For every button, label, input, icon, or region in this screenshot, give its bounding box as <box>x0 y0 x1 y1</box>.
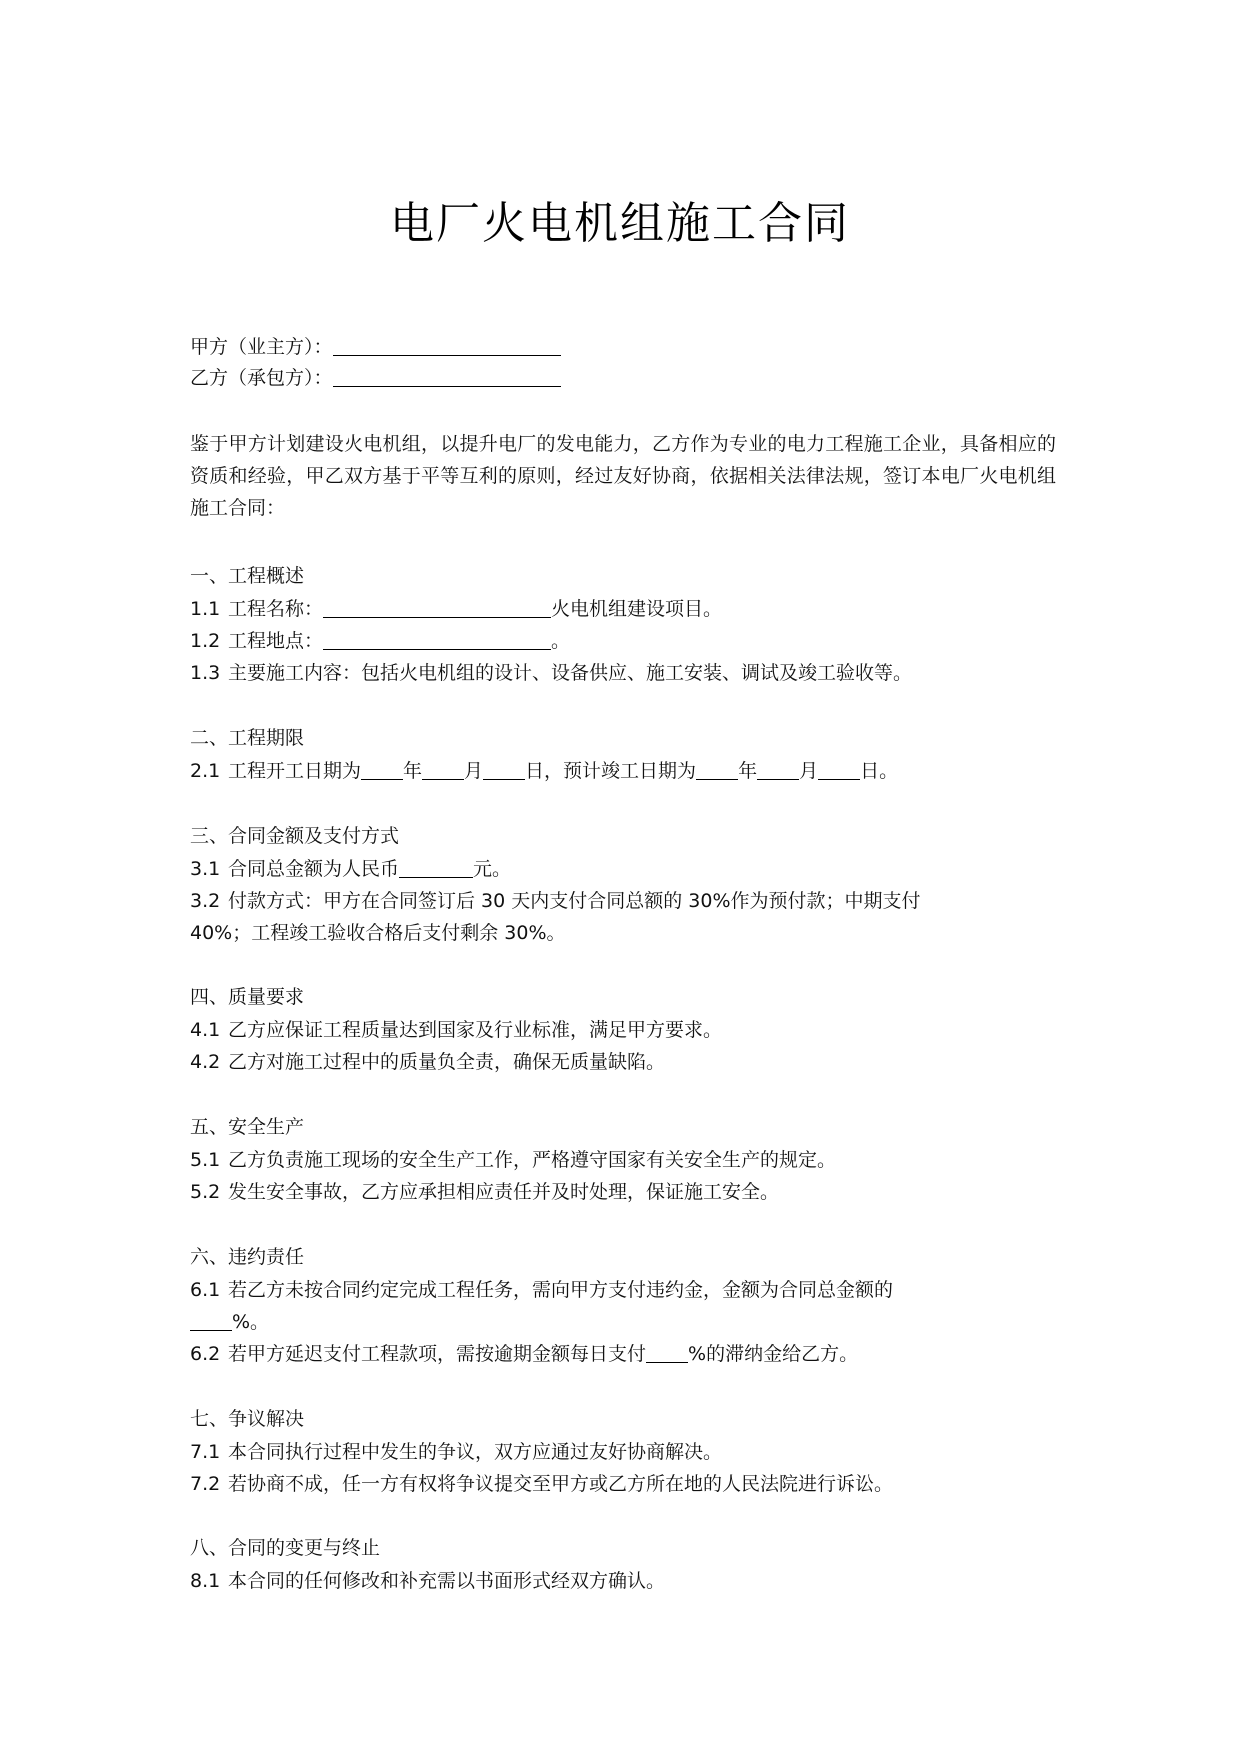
clause-text: 月 <box>464 760 484 782</box>
document-title: 电厂火电机组施工合同 <box>390 198 850 249</box>
clause-text: 日，预计竣工日期为 <box>525 760 697 782</box>
party-a-label: 甲方（业主方）： <box>190 336 333 358</box>
party-a-line <box>190 333 1060 361</box>
clause-6-2 <box>190 1340 1060 1368</box>
clause-2-1 <box>190 757 1060 785</box>
clause-text: 发生安全事故，乙方应承担相应责任并及时处理，保证施工安全。 <box>228 1181 780 1203</box>
clause-number: 6.2 <box>190 1343 221 1365</box>
clause-text: 年 <box>738 760 758 782</box>
clause-1-3 <box>190 659 1060 687</box>
start-month-blank <box>422 759 464 780</box>
clause-4-1 <box>190 1016 1060 1044</box>
clause-text: 日。 <box>860 760 899 782</box>
clause-text: 乙方应保证工程质量达到国家及行业标准，满足甲方要求。 <box>228 1019 723 1041</box>
project-location-blank <box>323 629 551 650</box>
clause-number: 1.2 <box>190 630 221 652</box>
section-2-heading: 二、工程期限 <box>190 727 305 749</box>
preamble-paragraph: 鉴于甲方计划建设火电机组，以提升电厂的发电能力，乙方作为专业的电力工程施工企业，具备相应的资质和经验，甲乙双方基于平等互利的原则，经过友好协商，依据相关法律法规，签订本电厂火电机组施工合同： <box>190 433 1056 519</box>
clause-text: 工程地点： <box>228 630 324 652</box>
section-6-heading: 六、违约责任 <box>190 1246 305 1268</box>
clause-text: 若乙方未按合同约定完成工程任务，需向甲方支付违约金，金额为合同总金额的 <box>228 1279 894 1301</box>
clause-text: 乙方对施工过程中的质量负全责，确保无质量缺陷。 <box>228 1051 666 1073</box>
clause-6-1 <box>190 1276 1060 1304</box>
clause-text: 本合同的任何修改和补充需以书面形式经双方确认。 <box>228 1570 666 1592</box>
party-a-blank <box>333 335 561 356</box>
clause-7-2 <box>190 1470 1060 1498</box>
clause-number: 5.1 <box>190 1149 221 1171</box>
party-b-blank <box>333 366 561 387</box>
clause-text: 月 <box>799 760 819 782</box>
clause-number: 3.1 <box>190 858 221 880</box>
end-month-blank <box>757 759 799 780</box>
clause-text: 若甲方延迟支付工程款项，需按逾期金额每日支付 <box>228 1343 647 1365</box>
clause-text: 。 <box>551 630 571 652</box>
clause-8-1 <box>190 1567 1060 1595</box>
clause-text: %。 <box>232 1311 270 1333</box>
clause-text: 本合同执行过程中发生的争议，双方应通过友好协商解决。 <box>228 1441 723 1463</box>
contract-amount-blank <box>399 857 473 878</box>
clause-number: 3.2 <box>190 890 221 912</box>
clause-3-2-continued: 40%；工程竣工验收合格后支付剩余 30%。 <box>190 922 566 944</box>
section-8-heading: 八、合同的变更与终止 <box>190 1537 381 1559</box>
clause-1-2 <box>190 627 1060 655</box>
section-5-heading: 五、安全生产 <box>190 1116 305 1138</box>
clause-text: 若协商不成，任一方有权将争议提交至甲方或乙方所在地的人民法院进行诉讼。 <box>228 1473 894 1495</box>
section-4-heading: 四、质量要求 <box>190 986 305 1008</box>
clause-3-1 <box>190 855 1060 883</box>
clause-text: 火电机组建设项目。 <box>551 598 723 620</box>
clause-5-1 <box>190 1146 1060 1174</box>
project-name-blank <box>323 597 551 618</box>
clause-text: 年 <box>403 760 423 782</box>
clause-text: 付款方式：甲方在合同签订后 30 天内支付合同总额的 30%作为预付款；中期支付 <box>228 890 921 912</box>
clause-number: 2.1 <box>190 760 221 782</box>
clause-number: 5.2 <box>190 1181 221 1203</box>
clause-text: 元。 <box>473 858 512 880</box>
section-7-heading: 七、争议解决 <box>190 1408 305 1430</box>
clause-1-1 <box>190 595 1060 623</box>
section-3-heading: 三、合同金额及支付方式 <box>190 825 400 847</box>
clause-7-1 <box>190 1438 1060 1466</box>
clause-text: 工程开工日期为 <box>228 760 362 782</box>
end-year-blank <box>696 759 738 780</box>
clause-number: 7.2 <box>190 1473 221 1495</box>
clause-number: 1.3 <box>190 662 221 684</box>
clause-text: 工程名称： <box>228 598 324 620</box>
late-fee-percent-blank <box>646 1342 688 1363</box>
clause-5-2 <box>190 1178 1060 1206</box>
end-day-blank <box>818 759 860 780</box>
clause-number: 8.1 <box>190 1570 221 1592</box>
party-b-label: 乙方（承包方）： <box>190 367 333 389</box>
clause-3-2 <box>190 887 1060 915</box>
clause-text: 乙方负责施工现场的安全生产工作，严格遵守国家有关安全生产的规定。 <box>228 1149 837 1171</box>
clause-number: 4.1 <box>190 1019 221 1041</box>
clause-number: 4.2 <box>190 1051 221 1073</box>
clause-number: 1.1 <box>190 598 221 620</box>
clause-text: 合同总金额为人民币 <box>228 858 400 880</box>
clause-text: %的滞纳金给乙方。 <box>688 1343 859 1365</box>
penalty-percent-blank <box>190 1310 232 1331</box>
clause-6-1-continued <box>190 1308 1060 1336</box>
section-1-heading: 一、工程概述 <box>190 565 305 587</box>
clause-number: 6.1 <box>190 1279 221 1301</box>
clause-number: 7.1 <box>190 1441 221 1463</box>
clause-text: 主要施工内容：包括火电机组的设计、设备供应、施工安装、调试及竣工验收等。 <box>228 662 913 684</box>
start-day-blank <box>483 759 525 780</box>
start-year-blank <box>361 759 403 780</box>
clause-4-2 <box>190 1048 1060 1076</box>
party-b-line <box>190 364 1060 392</box>
